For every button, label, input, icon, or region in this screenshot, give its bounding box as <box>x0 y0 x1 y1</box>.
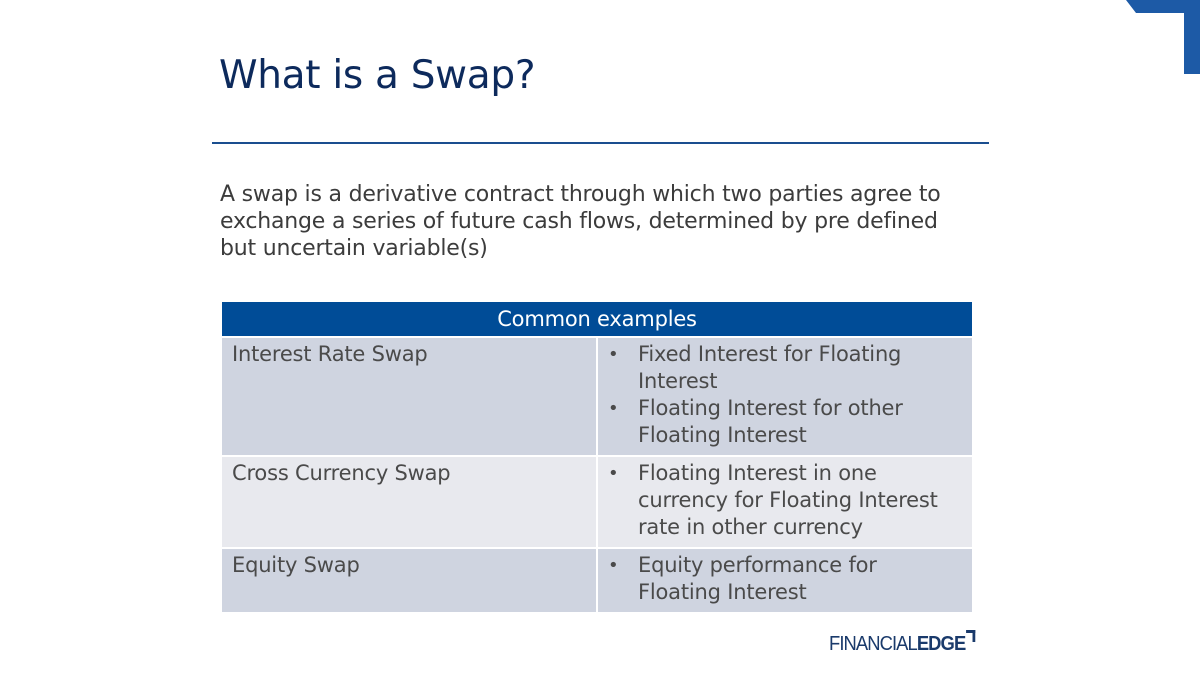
swap-description-cell <box>597 337 972 456</box>
logo-text-edge: EDGE <box>916 633 966 655</box>
logo-text-financial: FINANCIAL <box>829 633 917 655</box>
bullet-item: • Floating Interest in one currency for Floating Interest rate in other currency <box>608 460 962 541</box>
table-row <box>222 337 972 456</box>
table-header: Common examples <box>222 302 972 337</box>
table-row <box>222 548 972 612</box>
corner-accent-icon <box>1126 0 1200 74</box>
slide-title: What is a Swap? <box>219 53 536 98</box>
bullet-list <box>608 341 962 449</box>
bullet-list <box>608 552 962 606</box>
table-row <box>222 456 972 548</box>
logo-corner-icon <box>966 630 975 642</box>
financial-edge-logo <box>829 630 976 656</box>
swap-description-cell <box>597 456 972 548</box>
bullet-item: • Equity performance for Floating Interest <box>608 552 962 606</box>
title-divider <box>212 142 989 144</box>
bullet-item: • Floating Interest for other Floating Interest <box>608 395 962 449</box>
bullet-list <box>608 460 962 541</box>
swap-type-cell: Interest Rate Swap <box>222 337 597 456</box>
swap-type-cell: Cross Currency Swap <box>222 456 597 548</box>
common-examples-table <box>222 302 972 612</box>
swap-definition: A swap is a derivative contract through which two parties agree to exchange a series of future cash flows, determined by pre defined but uncertain variable(s) <box>220 182 941 261</box>
bullet-item: • Fixed Interest for Floating Interest <box>608 341 962 395</box>
swap-description-cell <box>597 548 972 612</box>
swap-type-cell: Equity Swap <box>222 548 597 612</box>
